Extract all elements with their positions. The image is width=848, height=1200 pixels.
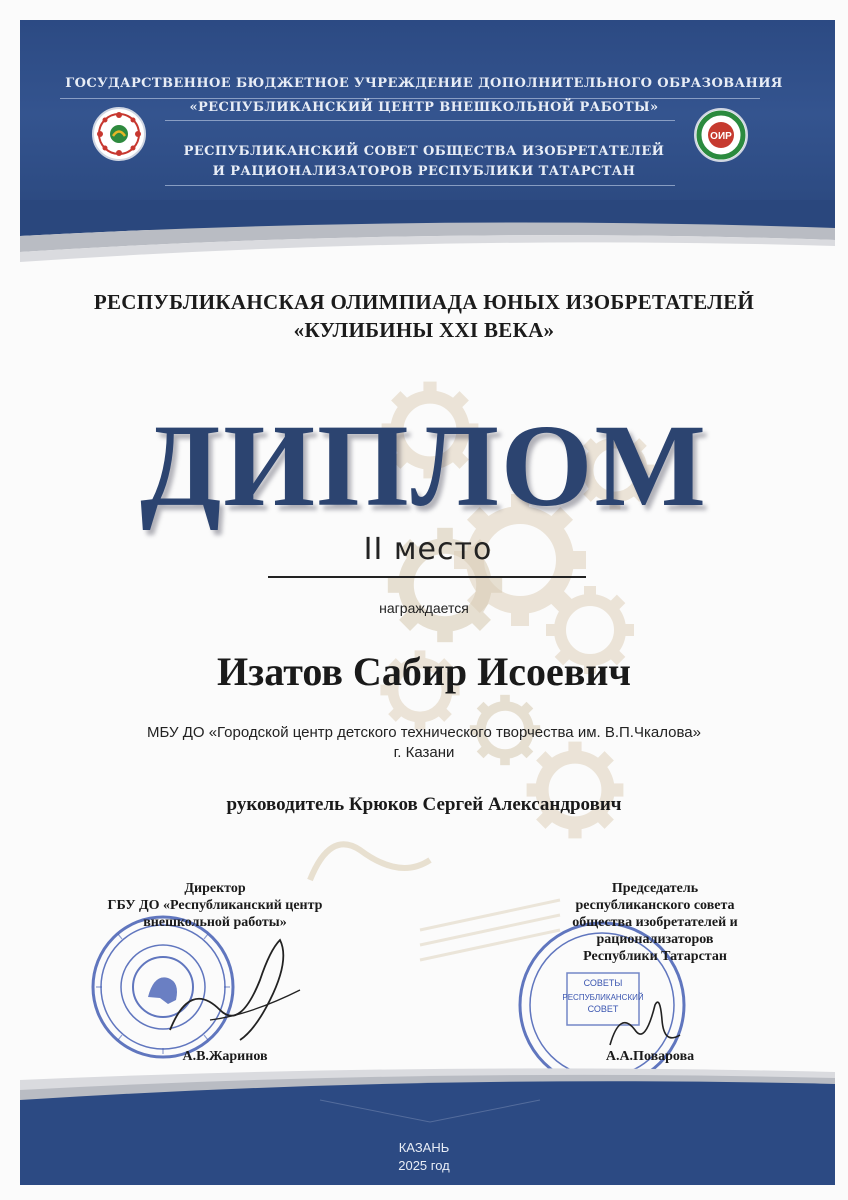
awarded-label: награждается xyxy=(379,600,469,616)
header-line-1: ГОСУДАРСТВЕННОЕ БЮДЖЕТНОЕ УЧРЕЖДЕНИЕ ДОПОЛНИТЕЛЬНОГО ОБРАЗОВАНИЯ xyxy=(65,76,783,91)
center-logo-icon xyxy=(94,109,144,159)
left-signatory-org-1: ГБУ ДО «Республиканский центр xyxy=(107,898,323,913)
olympiad-title-line-1: РЕСПУБЛИКАНСКАЯ ОЛИМПИАДА ЮНЫХ ИЗОБРЕТАТЕЛЕЙ xyxy=(93,290,755,314)
left-signatory-block xyxy=(70,880,360,931)
right-stamp-text-1: СОВЕТЫ xyxy=(583,978,623,988)
organization-line-2: г. Казани xyxy=(393,744,455,761)
right-signatory-org-3: рационализаторов xyxy=(596,932,714,947)
header-line-3: РЕСПУБЛИКАНСКИЙ СОВЕТ ОБЩЕСТВА ИЗОБРЕТАТЕЛЕЙ xyxy=(183,144,665,159)
right-stamp-text-2: РЕСПУБЛИКАНСКИЙ xyxy=(562,993,644,1002)
footer-city: КАЗАНЬ xyxy=(398,1140,450,1155)
society-logo xyxy=(694,108,748,162)
left-signatory-name: А.В.Жаринов xyxy=(182,1049,268,1064)
recipient-name: Изатов Сабир Исоевич xyxy=(217,649,631,694)
leader-line: руководитель Крюков Сергей Александрович xyxy=(226,794,622,815)
right-stamp-text-3: СОВЕТ xyxy=(587,1004,619,1014)
header-line-4: И РАЦИОНАЛИЗАТОРОВ РЕСПУБЛИКИ ТАТАРСТАН xyxy=(212,164,636,179)
right-signatory-org-1: республиканского совета xyxy=(575,898,735,913)
left-signatory-title: Директор xyxy=(184,881,246,896)
center-logo xyxy=(92,107,146,161)
right-signatory-block xyxy=(535,880,775,965)
right-signatory-org-2: общества изобретателей и xyxy=(572,915,738,930)
left-signatory-org-2: внешкольной работы» xyxy=(143,915,287,930)
left-handwritten-signature xyxy=(150,920,330,1060)
right-signatory-title: Председатель xyxy=(611,881,699,896)
header-divider xyxy=(165,185,675,186)
footer-year: 2025 год xyxy=(398,1158,450,1173)
diploma-title: ДИПЛОМ xyxy=(140,400,708,531)
place-handwritten: II место xyxy=(363,532,493,567)
header-swoosh xyxy=(20,200,835,270)
organization-line-1: МБУ ДО «Городской центр детского технического творчества им. В.П.Чкалова» xyxy=(147,724,701,741)
right-signatory-org-4: Республики Татарстан xyxy=(583,949,727,964)
society-logo-icon xyxy=(696,110,746,160)
header-divider xyxy=(60,98,760,99)
society-logo-text: ОИР xyxy=(710,131,732,142)
header-divider xyxy=(165,120,675,121)
olympiad-title-line-2: «КУЛИБИНЫ XXI ВЕКА» xyxy=(293,318,555,342)
right-signatory-name: А.А.Поварова xyxy=(605,1049,695,1064)
place-underline xyxy=(268,576,586,578)
header-line-2: «РЕСПУБЛИКАНСКИЙ ЦЕНТР ВНЕШКОЛЬНОЙ РАБОТЫ» xyxy=(189,100,659,115)
